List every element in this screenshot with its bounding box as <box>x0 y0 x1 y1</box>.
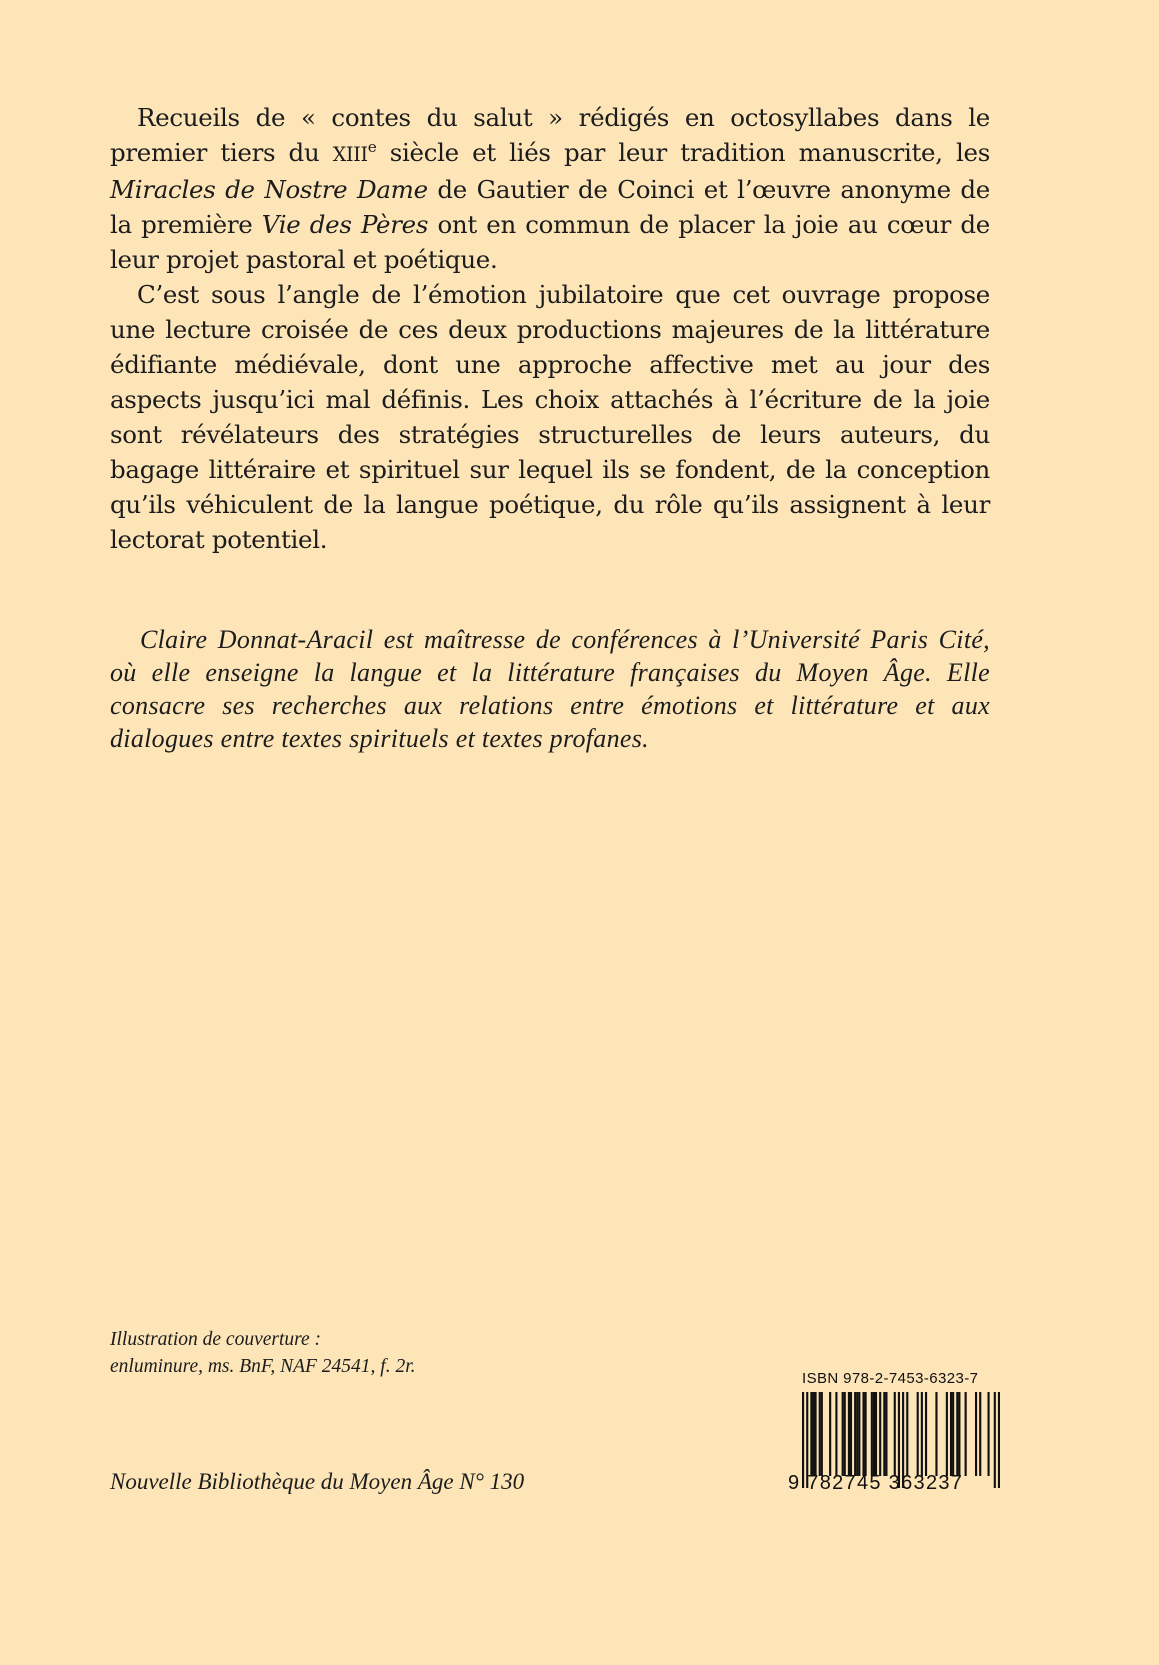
barcode-bar <box>998 1392 1000 1488</box>
barcode-bar <box>958 1392 960 1476</box>
work-title: Vie des Pères <box>261 210 429 239</box>
author-bio: Claire Donnat-Aracil est maîtresse de conférences à l’Université Paris Cité, où elle enseigne la langue et la littérature françaises du Moyen Âge. Elle consacre ses recherches aux relations entre émotions et littérature et aux dialogues entre textes spirituels et textes profanes. <box>110 625 990 753</box>
barcode-bar <box>875 1392 877 1476</box>
barcode-bar <box>921 1392 923 1476</box>
barcode-bar <box>844 1392 846 1476</box>
barcode-bar <box>812 1392 814 1476</box>
summary-text: de Gautier de Coinci et l’œuvre anonyme de la première <box>110 175 990 239</box>
summary-text: ont en commun de placer la joie au cœur de leur projet pastoral et poétique. <box>110 210 990 274</box>
century-numeral: XIII <box>332 143 368 166</box>
series-label: Nouvelle Bibliothèque du Moyen Âge N° 130 <box>110 1469 525 1494</box>
barcode-bar <box>965 1392 967 1476</box>
barcode-bar <box>894 1392 896 1476</box>
barcode-bar <box>819 1392 821 1476</box>
barcode-bar <box>815 1392 817 1476</box>
summary-text: Recueils de « contes du salut » rédigés en octosyllabes dans le premier tiers du <box>110 103 990 167</box>
summary-text: siècle et liés par leur tradition manuscrite, les <box>376 138 990 167</box>
barcode-bar <box>871 1392 873 1476</box>
cover-credit-line: Illustration de couverture : <box>110 1329 322 1350</box>
summary-paragraph-1 <box>110 100 990 277</box>
barcode-bar <box>858 1392 860 1476</box>
barcode-bar <box>935 1392 937 1476</box>
barcode-bar <box>873 1392 875 1476</box>
barcode-block <box>788 1370 1008 1500</box>
barcode-bar <box>810 1392 812 1476</box>
barcode-bar <box>906 1392 908 1476</box>
ean-digits: 9 782745 363237 <box>788 1472 964 1494</box>
barcode-bar <box>850 1392 852 1476</box>
work-title: Miracles de Nostre Dame <box>110 175 428 204</box>
barcode-bar <box>883 1392 885 1476</box>
barcode-bar <box>917 1392 919 1476</box>
century-superscript: e <box>367 137 377 156</box>
barcode-bar <box>975 1392 977 1476</box>
barcode-bar <box>987 1392 989 1476</box>
cover-credit <box>110 1326 416 1380</box>
summary-paragraph-2: C’est sous l’angle de l’émotion jubilatoire que cet ouvrage propose une lecture croisée de ces deux productions majeures de la littérature édifiante médiévale, dont une approche affective met au jour des aspects jusqu’ici mal définis. Les choix attachés à l’écriture de la joie sont révélateurs des stratégies structurelles de leurs auteurs, du bagage littéraire et spirituel sur lequel ils se fondent, de la conception qu’ils véhiculent de la langue poétique, du rôle qu’ils assignent à leur lectorat potentiel. <box>110 280 990 554</box>
barcode-bar <box>862 1392 864 1476</box>
barcode-bar <box>842 1392 844 1476</box>
isbn-label: ISBN 978-2-7453-6323-7 <box>802 1370 979 1387</box>
barcode-bar <box>979 1392 981 1476</box>
barcode-bar <box>854 1392 856 1476</box>
barcode-bar <box>835 1392 837 1476</box>
barcode-bar <box>821 1392 823 1476</box>
barcode-bar <box>865 1392 867 1476</box>
barcode-bar <box>829 1392 831 1476</box>
barcode-bar <box>950 1392 952 1476</box>
barcode-bar <box>956 1392 958 1476</box>
barcode-bar <box>925 1392 927 1476</box>
barcode-bar <box>885 1392 887 1476</box>
summary <box>110 100 990 557</box>
barcode-bar <box>879 1392 881 1476</box>
barcode-bar <box>856 1392 858 1476</box>
cover-credit-line: enluminure, ms. BnF, NAF 24541, f. 2r. <box>110 1356 416 1377</box>
barcode-bar <box>952 1392 954 1476</box>
barcode-bar <box>848 1392 850 1476</box>
barcode-bar <box>946 1392 948 1476</box>
barcode-bar <box>994 1392 996 1488</box>
